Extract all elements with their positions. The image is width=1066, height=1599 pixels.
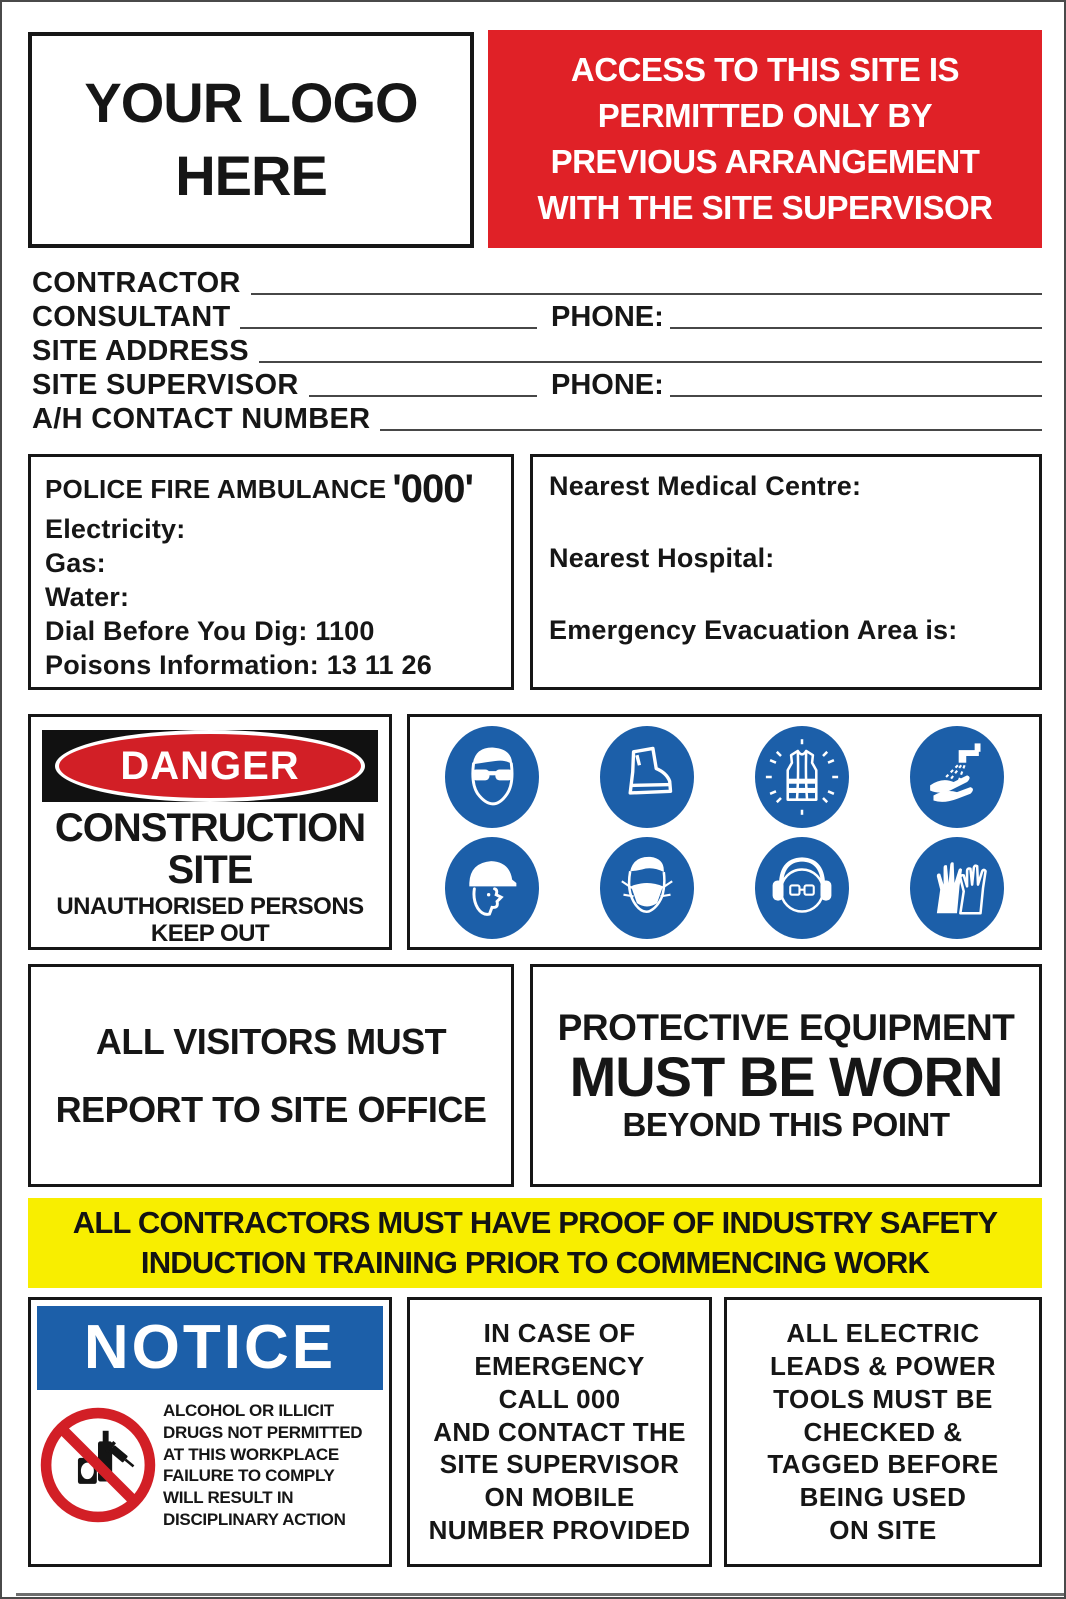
access-permission-panel (488, 30, 1042, 248)
safety-boots-icon (600, 726, 694, 828)
emergency-number-000: '000' (392, 467, 474, 511)
site-address-blank-line (259, 361, 1042, 363)
electricity-label: Electricity: (45, 514, 186, 544)
induction-text-line: INDUCTION TRAINING PRIOR TO COMMENCING WORK (140, 1245, 930, 1280)
access-text-line: PREVIOUS ARRANGEMENT (550, 143, 980, 180)
dust-mask-icon (600, 837, 694, 939)
nearest-hospital-label: Nearest Hospital: (549, 543, 775, 573)
emergency-headline-row (45, 467, 497, 512)
electric-leads-panel: ALL ELECTRIC LEADS & POWER TOOLS MUST BE CHECKED & TAGGED BEFORE BEING USED ON SITE (724, 1297, 1042, 1567)
hard-hat-icon (445, 837, 539, 939)
wash-hands-icon (910, 726, 1004, 828)
contact-row-ah-contact (32, 400, 1042, 434)
danger-title: DANGER (120, 744, 300, 789)
contact-row-site-address (32, 332, 1042, 366)
police-fire-ambulance-label: POLICE FIRE AMBULANCE (45, 474, 387, 504)
induction-training-banner (28, 1198, 1042, 1288)
protective-equipment-label: PROTECTIVE EQUIPMENT (557, 1006, 1015, 1048)
site-supervisor-blank-line (309, 395, 537, 397)
no-alcohol-drugs-icon (39, 1406, 157, 1524)
safety-gloves-icon (910, 837, 1004, 939)
access-text-line: ACCESS TO THIS SITE IS (570, 50, 960, 88)
visitors-text-line: ALL VISITORS MUST (95, 1020, 447, 1062)
consultant-blank-line (240, 327, 537, 329)
induction-text-line: ALL CONTRACTORS MUST HAVE PROOF OF INDUSTRY SAFETY (72, 1204, 998, 1240)
site-label: SITE (167, 848, 253, 893)
poisons-information-label: Poisons Information: 13 11 26 (45, 650, 432, 681)
in-case-of-emergency-panel: IN CASE OF EMERGENCY CALL 000 AND CONTACT THE SITE SUPERVISOR ON MOBILE NUMBER PROVIDED (407, 1297, 712, 1567)
site-address-label: SITE ADDRESS (32, 335, 249, 367)
emergency-numbers-panel (28, 454, 514, 690)
notice-content (31, 1396, 389, 1535)
notice-title: NOTICE (83, 1313, 337, 1382)
ear-protection-icon (755, 837, 849, 939)
danger-oval (55, 730, 365, 802)
hi-vis-vest-icon (755, 726, 849, 828)
dial-before-you-dig-label: Dial Before You Dig: 1100 (45, 616, 375, 647)
nearest-medical-centre-label: Nearest Medical Centre: (549, 471, 862, 501)
visitors-panel (28, 964, 514, 1187)
contact-row-site-supervisor (32, 366, 1042, 400)
consultant-label: CONSULTANT (32, 301, 231, 333)
bottom-edge (16, 1593, 1064, 1596)
access-text-line: PERMITTED ONLY BY (597, 96, 933, 134)
contact-row-contractor (32, 264, 1042, 298)
construction-label: CONSTRUCTION (54, 806, 366, 851)
danger-banner (42, 730, 378, 802)
phone-label: PHONE: (551, 301, 664, 333)
eye-protection-icon (445, 726, 539, 828)
notice-header-band (37, 1306, 383, 1390)
logo-text-line: YOUR LOGO (84, 71, 418, 135)
notice-text: ALCOHOL OR ILLICIT DRUGS NOT PERMITTED AT THIS WORKPLACE FAILURE TO COMPLY WILL RESULT IN DISCIPLINARY ACTION (163, 1401, 363, 1529)
contractor-blank-line (251, 293, 1042, 295)
beyond-this-point-label: BEYOND THIS POINT (622, 1106, 950, 1144)
gas-label: Gas: (45, 548, 106, 579)
consultant-phone-blank-line (670, 327, 1042, 329)
contact-details-section (32, 264, 1042, 434)
unauthorised-persons-label: UNAUTHORISED PERSONS (56, 893, 364, 921)
phone-label: PHONE: (551, 369, 664, 401)
contact-row-consultant (32, 298, 1042, 332)
water-label: Water: (45, 582, 130, 613)
logo-text-line: HERE (175, 144, 327, 207)
medical-info-panel (530, 454, 1042, 690)
site-supervisor-label: SITE SUPERVISOR (32, 369, 299, 401)
ah-contact-blank-line (380, 429, 1042, 431)
logo-placeholder (28, 32, 474, 248)
notice-alcohol-drugs-sign (28, 1297, 392, 1567)
emergency-evacuation-area-label: Emergency Evacuation Area is: (549, 615, 958, 645)
danger-construction-site-sign (28, 714, 392, 950)
access-text-line: WITH THE SITE SUPERVISOR (537, 189, 993, 227)
protective-equipment-panel (530, 964, 1042, 1187)
keep-out-label: KEEP OUT (150, 919, 270, 947)
contractor-label: CONTRACTOR (32, 267, 241, 299)
must-be-worn-label: MUST BE WORN (569, 1045, 1003, 1109)
visitors-text-line: REPORT TO SITE OFFICE (55, 1088, 487, 1130)
ppe-icons-panel (407, 714, 1042, 950)
ah-contact-number-label: A/H CONTACT NUMBER (32, 403, 371, 435)
site-supervisor-phone-blank-line (670, 395, 1042, 397)
